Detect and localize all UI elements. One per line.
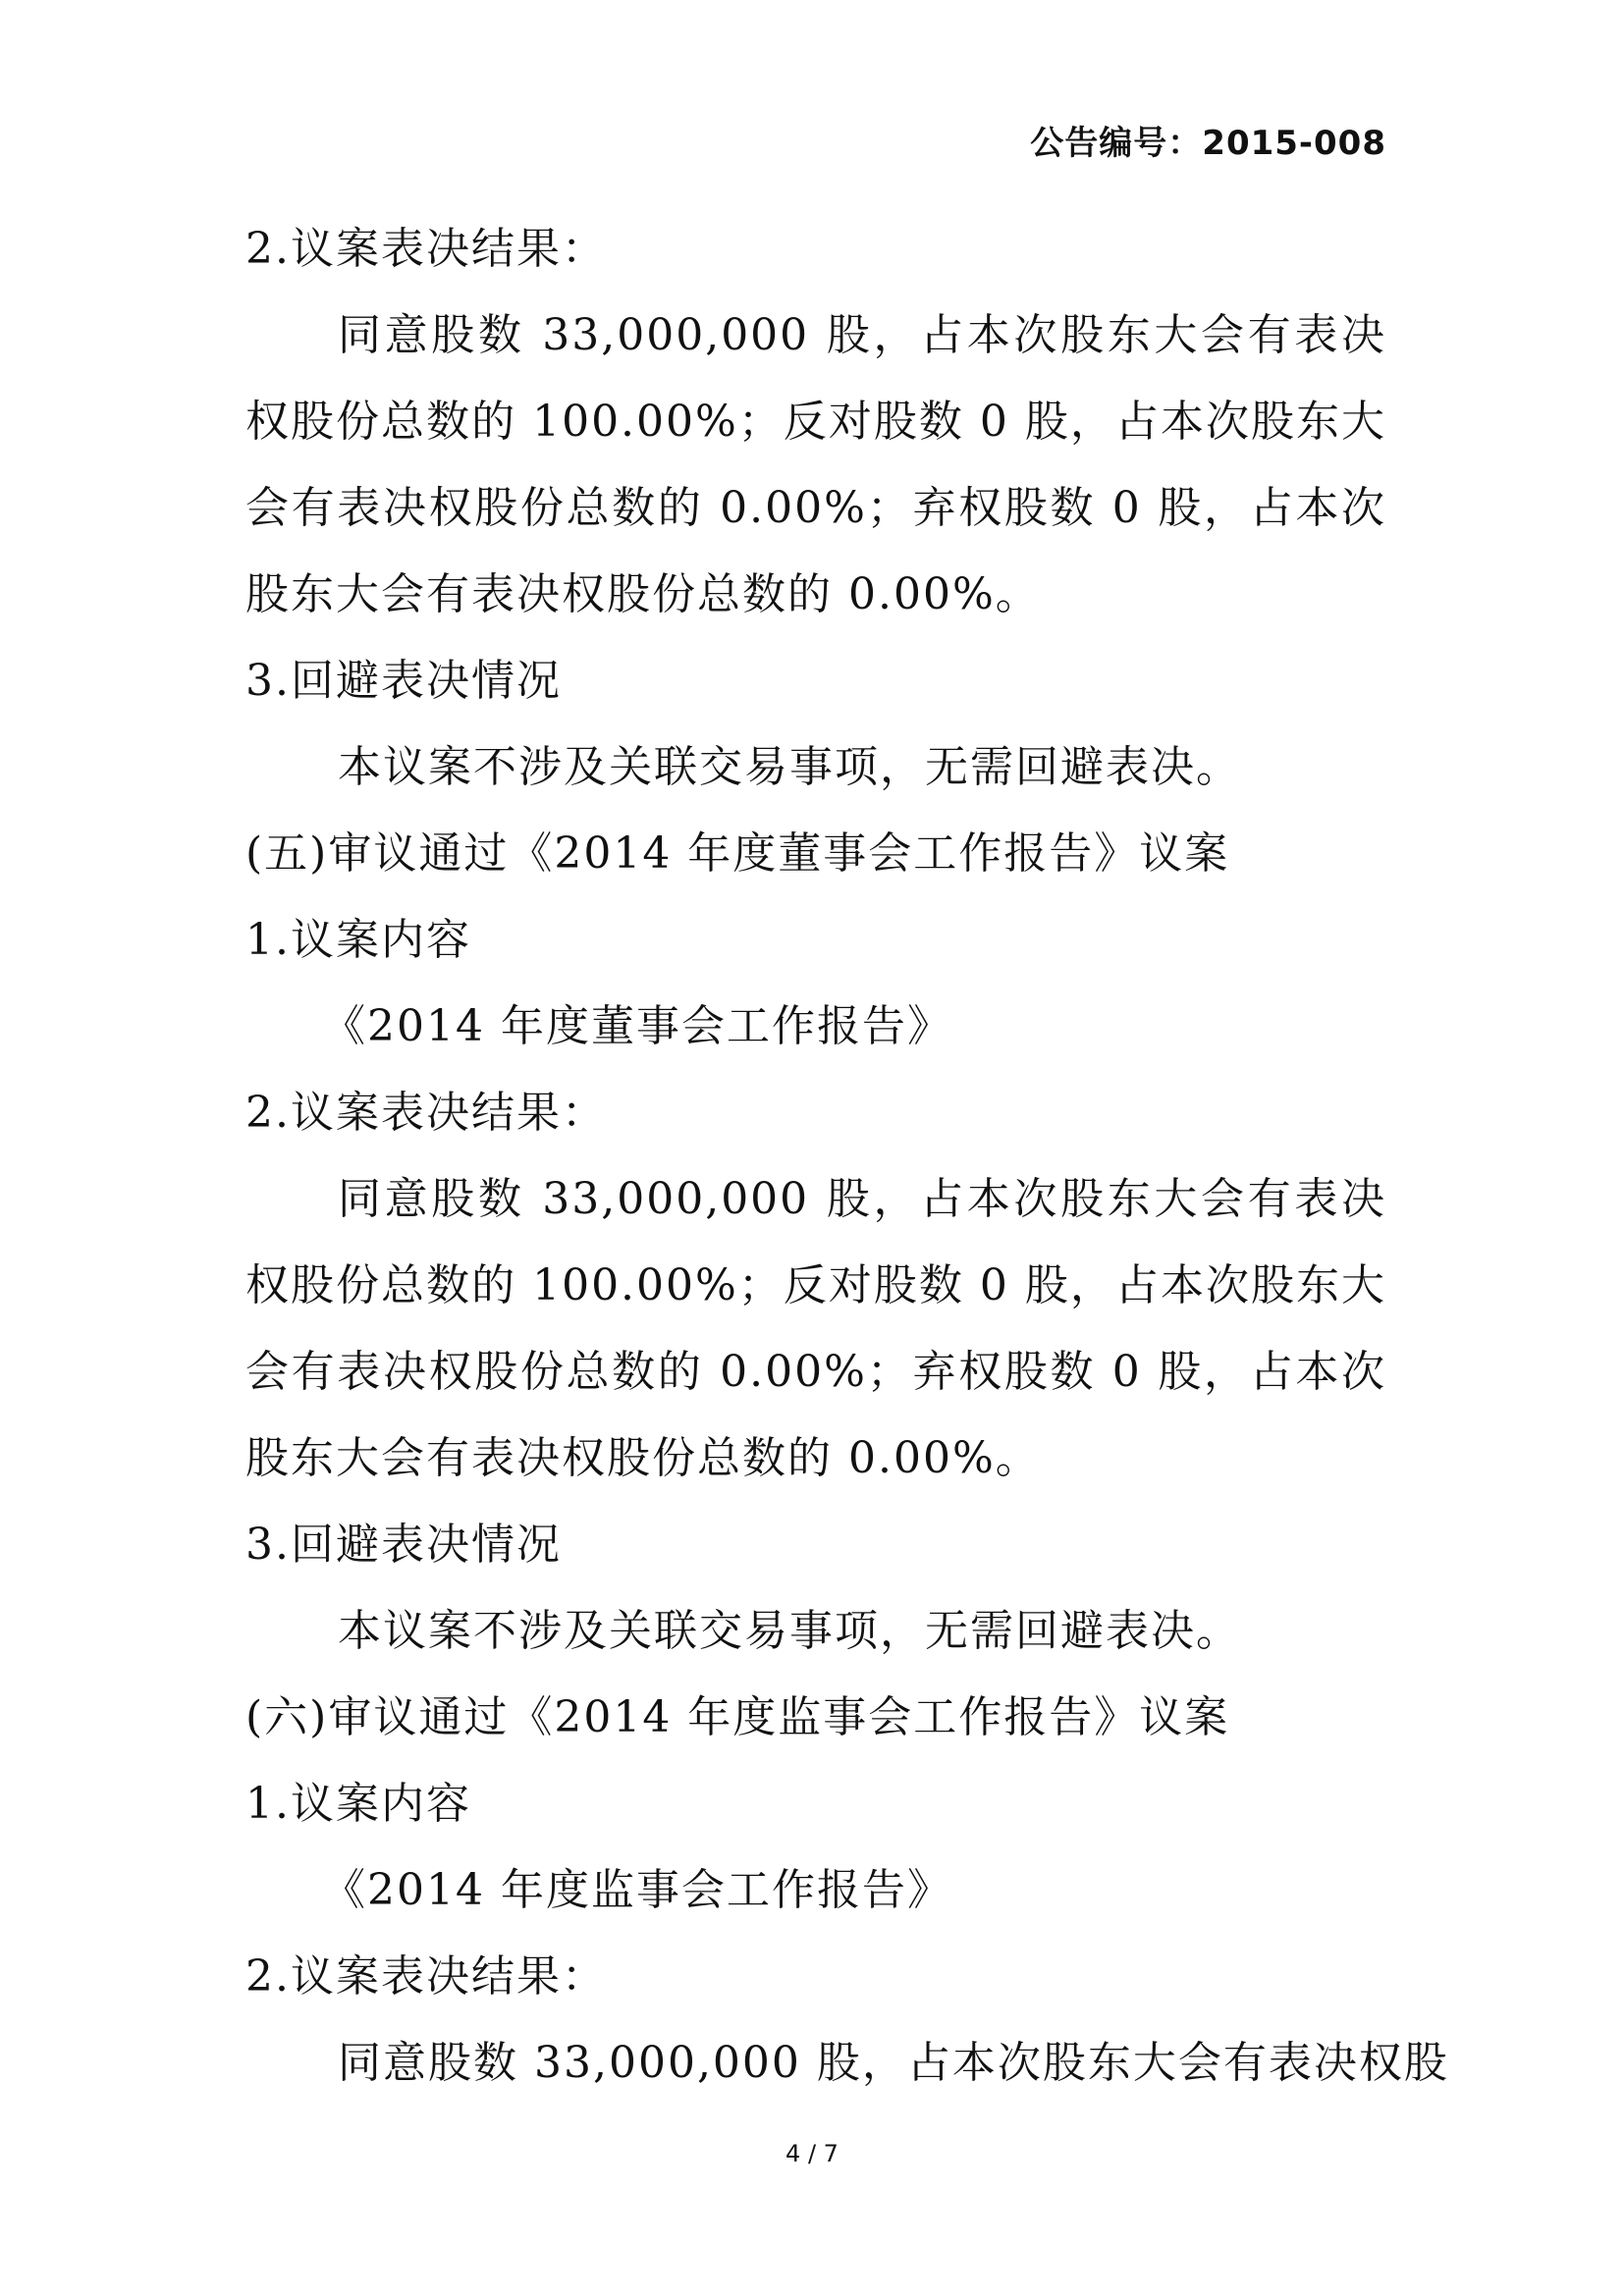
- document-body: [245, 206, 1449, 2107]
- section-heading: 2.议案表决结果：: [245, 1951, 607, 2002]
- proposal-title: (五)审议通过《2014 年度董事会工作报告》议案: [245, 828, 1230, 879]
- section-heading: 3.回避表决情况: [245, 656, 562, 706]
- body-line: 本议案不涉及关联交易事项，无需回避表决。: [338, 1606, 1241, 1656]
- report-title: 《2014 年度董事会工作报告》: [322, 1001, 952, 1051]
- section-heading: 1.议案内容: [245, 915, 471, 965]
- section-heading: 2.议案表决结果：: [245, 224, 607, 274]
- section-heading: 1.议案内容: [245, 1779, 471, 1829]
- vote-result-paragraph: 同意股数 33,000,000 股，占本次股东大会有表决权股份总数的 100.00%；反对股数 0 股，占本次股东大会有表决权股份总数的 0.00%；弃权股数 0 股，占本次股东大会有表决权股份总数的 0.00%。: [245, 310, 1386, 619]
- announcement-number: 公告编号：2015-008: [1030, 124, 1386, 163]
- proposal-title: (六)审议通过《2014 年度监事会工作报告》议案: [245, 1692, 1230, 1742]
- body-line: 同意股数 33,000,000 股，占本次股东大会有表决权股: [338, 2038, 1449, 2088]
- report-title: 《2014 年度监事会工作报告》: [322, 1865, 952, 1915]
- page-number: 4 / 7: [785, 2140, 839, 2167]
- body-line: 本议案不涉及关联交易事项，无需回避表决。: [338, 742, 1241, 792]
- section-heading: 2.议案表决结果：: [245, 1088, 607, 1138]
- vote-result-paragraph: 同意股数 33,000,000 股，占本次股东大会有表决权股份总数的 100.00%；反对股数 0 股，占本次股东大会有表决权股份总数的 0.00%；弃权股数 0 股，占本次股东大会有表决权股份总数的 0.00%。: [245, 1174, 1386, 1483]
- section-heading: 3.回避表决情况: [245, 1520, 562, 1570]
